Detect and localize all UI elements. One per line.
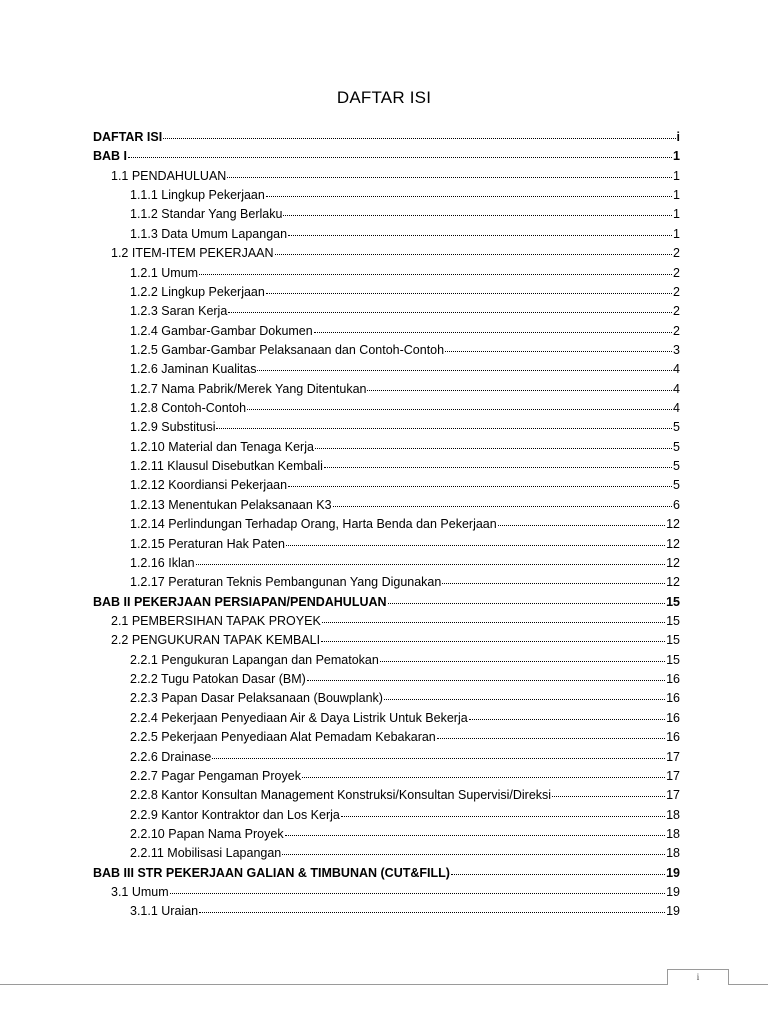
toc-entry[interactable] <box>93 246 680 265</box>
toc-dot-leader <box>324 467 672 468</box>
toc-dot-leader <box>266 196 672 197</box>
toc-entry[interactable] <box>93 653 680 672</box>
toc-entry-label: 1.2 ITEM-ITEM PEKERJAAN <box>111 246 274 261</box>
toc-entry-page: 17 <box>666 749 680 764</box>
toc-entry-page: 19 <box>666 865 680 880</box>
toc-entry-page: 18 <box>666 846 680 861</box>
toc-entry-label: 2.2.10 Papan Nama Proyek <box>130 826 284 841</box>
toc-entry-label: 2.2.4 Pekerjaan Penyediaan Air & Daya Listrik Untuk Bekerja <box>130 710 468 725</box>
toc-entry-page: 2 <box>673 265 680 280</box>
toc-entry-label: 2.2.8 Kantor Konsultan Management Konstruksi/Konsultan Supervisi/Direksi <box>130 788 552 803</box>
toc-entry[interactable] <box>93 885 680 904</box>
toc-entry[interactable] <box>93 149 680 168</box>
toc-entry[interactable] <box>93 517 680 536</box>
toc-entry[interactable] <box>93 556 680 575</box>
toc-entry-page: 16 <box>666 730 680 745</box>
toc-entry-page: 16 <box>666 672 680 687</box>
toc-dot-leader <box>128 157 672 158</box>
toc-entry-label: 2.2.7 Pagar Pengaman Proyek <box>130 768 301 783</box>
toc-entry-label: 1.2.15 Peraturan Hak Paten <box>130 536 285 551</box>
toc-entry[interactable] <box>93 846 680 865</box>
toc-dot-leader <box>552 796 665 797</box>
toc-entry-label: 1.1 PENDAHULUAN <box>111 168 227 183</box>
toc-dot-leader <box>199 274 672 275</box>
toc-entry-label: 2.2.5 Pekerjaan Penyediaan Alat Pemadam Kebakaran <box>130 730 436 745</box>
toc-entry-page: 5 <box>673 439 680 454</box>
toc-entry-label: 1.2.14 Perlindungan Terhadap Orang, Harta Benda dan Pekerjaan <box>130 517 497 532</box>
toc-dot-leader <box>283 215 672 216</box>
toc-entry[interactable] <box>93 614 680 633</box>
toc-entry[interactable] <box>93 788 680 807</box>
toc-entry[interactable] <box>93 227 680 246</box>
toc-entry-label: 2.2.6 Drainase <box>130 749 212 764</box>
toc-entry[interactable] <box>93 420 680 439</box>
toc-entry[interactable] <box>93 750 680 769</box>
toc-dot-leader <box>384 699 665 700</box>
toc-entry-page: 5 <box>673 459 680 474</box>
toc-entry-page: 17 <box>666 788 680 803</box>
toc-entry[interactable] <box>93 324 680 343</box>
toc-entry-label: 2.2.2 Tugu Patokan Dasar (BM) <box>130 672 306 687</box>
toc-dot-leader <box>333 506 673 507</box>
toc-dot-leader <box>212 758 665 759</box>
toc-dot-leader <box>288 486 672 487</box>
toc-dot-leader <box>314 332 672 333</box>
toc-entry-label: 1.1.2 Standar Yang Berlaku <box>130 207 283 222</box>
toc-entry-page: 3 <box>673 342 680 357</box>
toc-entry-page: 15 <box>666 594 680 609</box>
toc-entry[interactable] <box>93 808 680 827</box>
toc-dot-leader <box>437 738 665 739</box>
toc-entry[interactable] <box>93 401 680 420</box>
toc-dot-leader <box>286 545 665 546</box>
toc-entry-page: 16 <box>666 691 680 706</box>
toc-entry-label: 1.1.1 Lingkup Pekerjaan <box>130 188 265 203</box>
toc-entry[interactable] <box>93 169 680 188</box>
toc-entry[interactable] <box>93 266 680 285</box>
toc-entry-page: 12 <box>666 575 680 590</box>
toc-entry[interactable] <box>93 769 680 788</box>
toc-entry-page: 19 <box>666 885 680 900</box>
toc-entry-label: DAFTAR ISI <box>93 130 163 144</box>
toc-entry-page: 1 <box>673 207 680 222</box>
toc-entry[interactable] <box>93 633 680 652</box>
toc-entry-page: 1 <box>673 168 680 183</box>
toc-entry-label: 1.2.13 Menentukan Pelaksanaan K3 <box>130 497 332 512</box>
toc-dot-leader <box>451 874 665 875</box>
toc-entry[interactable] <box>93 672 680 691</box>
toc-entry-page: 4 <box>673 381 680 396</box>
toc-entry-page: 2 <box>673 246 680 261</box>
toc-entry-label: 2.2.11 Mobilisasi Lapangan <box>130 846 282 861</box>
toc-entry[interactable] <box>93 537 680 556</box>
toc-entry-label: 1.2.16 Iklan <box>130 555 195 570</box>
toc-entry[interactable] <box>93 440 680 459</box>
toc-entry-page: 17 <box>666 768 680 783</box>
toc-entry-page: 4 <box>673 401 680 416</box>
toc-entry-label: 2.2.1 Pengukuran Lapangan dan Pematokan <box>130 652 379 667</box>
toc-dot-leader <box>445 351 672 352</box>
toc-entry[interactable] <box>93 575 680 594</box>
toc-dot-leader <box>257 370 672 371</box>
toc-entry-page: 15 <box>666 652 680 667</box>
toc-dot-leader <box>227 177 672 178</box>
toc-entry-page: 2 <box>673 304 680 319</box>
toc-entry-label: 1.2.7 Nama Pabrik/Merek Yang Ditentukan <box>130 381 367 396</box>
toc-dot-leader <box>275 254 673 255</box>
toc-dot-leader <box>216 428 672 429</box>
toc-entry-page: 4 <box>673 362 680 377</box>
toc-entry[interactable] <box>93 459 680 478</box>
toc-dot-leader <box>282 854 665 855</box>
toc-entry[interactable] <box>93 827 680 846</box>
toc-entry-label: 2.2.3 Papan Dasar Pelaksanaan (Bouwplank) <box>130 691 383 706</box>
toc-entry[interactable] <box>93 904 680 923</box>
toc-entry[interactable] <box>93 304 680 323</box>
toc-entry[interactable] <box>93 382 680 401</box>
toc-entry[interactable] <box>93 207 680 226</box>
toc-entry-label: 1.2.2 Lingkup Pekerjaan <box>130 284 265 299</box>
toc-dot-leader <box>196 564 665 565</box>
toc-entry[interactable] <box>93 130 680 149</box>
toc-entry-page: 12 <box>666 536 680 551</box>
footer-divider <box>0 984 768 985</box>
toc-entry-page: 15 <box>666 613 680 628</box>
toc-entry-page: 5 <box>673 420 680 435</box>
toc-dot-leader <box>199 912 665 913</box>
toc-entry-page: 16 <box>666 710 680 725</box>
toc-dot-leader <box>388 603 666 604</box>
toc-dot-leader <box>315 448 672 449</box>
toc-dot-leader <box>341 816 665 817</box>
toc-entry-page: 12 <box>666 517 680 532</box>
toc-entry-page: 12 <box>666 555 680 570</box>
toc-entry-label: 1.2.9 Substitusi <box>130 420 216 435</box>
toc-entry-label: 2.2.9 Kantor Kontraktor dan Los Kerja <box>130 807 340 822</box>
toc-entry-page: 2 <box>673 284 680 299</box>
toc-entry-label: 1.2.4 Gambar-Gambar Dokumen <box>130 323 313 338</box>
toc-dot-leader <box>367 390 672 391</box>
toc-dot-leader <box>302 777 665 778</box>
toc-dot-leader <box>321 641 665 642</box>
toc-dot-leader <box>228 312 672 313</box>
toc-entry-page: 2 <box>673 323 680 338</box>
toc-entry[interactable] <box>93 362 680 381</box>
toc-entry[interactable] <box>93 188 680 207</box>
toc-entry-page: 18 <box>666 807 680 822</box>
toc-entry-label: 1.2.6 Jaminan Kualitas <box>130 362 257 377</box>
toc-entry-label: 3.1.1 Uraian <box>130 904 199 919</box>
toc-entry[interactable] <box>93 498 680 517</box>
toc-entry[interactable] <box>93 730 680 749</box>
toc-entry-page: 1 <box>673 149 680 164</box>
toc-entry-label: 2.1 PEMBERSIHAN TAPAK PROYEK <box>111 613 321 628</box>
toc-entry-page: 6 <box>673 497 680 512</box>
table-of-contents <box>93 130 680 924</box>
toc-entry-label: 1.2.1 Umum <box>130 265 199 280</box>
toc-dot-leader <box>322 622 665 623</box>
toc-entry-label: 1.2.10 Material dan Tenaga Kerja <box>130 439 314 454</box>
toc-dot-leader <box>498 525 665 526</box>
toc-entry[interactable] <box>93 691 680 710</box>
toc-entry-page: 19 <box>666 904 680 919</box>
toc-entry-page: 15 <box>666 633 680 648</box>
toc-entry-label: BAB I <box>93 149 128 164</box>
toc-entry-label: 1.1.3 Data Umum Lapangan <box>130 226 288 241</box>
toc-dot-leader <box>307 680 665 681</box>
toc-entry[interactable] <box>93 711 680 730</box>
toc-entry-label: BAB III STR PEKERJAAN GALIAN & TIMBUNAN (CUT&FILL) <box>93 865 450 880</box>
toc-dot-leader <box>266 293 672 294</box>
toc-dot-leader <box>170 893 665 894</box>
toc-entry[interactable] <box>93 866 680 885</box>
toc-entry[interactable] <box>93 285 680 304</box>
toc-entry-page: i <box>676 130 680 144</box>
toc-entry-label: 3.1 Umum <box>111 885 169 900</box>
toc-entry-label: 1.2.12 Koordiansi Pekerjaan <box>130 478 288 493</box>
toc-entry-label: 1.2.5 Gambar-Gambar Pelaksanaan dan Contoh-Contoh <box>130 342 445 357</box>
toc-entry-label: 1.2.17 Peraturan Teknis Pembangunan Yang Digunakan <box>130 575 442 590</box>
toc-dot-leader <box>288 235 672 236</box>
toc-dot-leader <box>285 835 666 836</box>
toc-dot-leader <box>163 138 675 139</box>
toc-entry-page: 1 <box>673 226 680 241</box>
toc-dot-leader <box>469 719 665 720</box>
page-title: DAFTAR ISI <box>336 88 432 107</box>
toc-entry[interactable] <box>93 595 680 614</box>
toc-entry-page: 5 <box>673 478 680 493</box>
toc-entry-page: 18 <box>666 826 680 841</box>
toc-entry-label: 1.2.11 Klausul Disebutkan Kembali <box>130 459 323 474</box>
footer-page-number: i <box>667 969 729 985</box>
toc-entry[interactable] <box>93 478 680 497</box>
toc-dot-leader <box>442 583 665 584</box>
toc-entry-label: 2.2 PENGUKURAN TAPAK KEMBALI <box>111 633 321 648</box>
toc-dot-leader <box>380 661 665 662</box>
toc-dot-leader <box>247 409 672 410</box>
toc-entry-label: 1.2.8 Contoh-Contoh <box>130 401 247 416</box>
toc-entry[interactable] <box>93 343 680 362</box>
toc-entry-label: BAB II PEKERJAAN PERSIAPAN/PENDAHULUAN <box>93 594 387 609</box>
toc-entry-label: 1.2.3 Saran Kerja <box>130 304 228 319</box>
toc-entry-page: 1 <box>673 188 680 203</box>
